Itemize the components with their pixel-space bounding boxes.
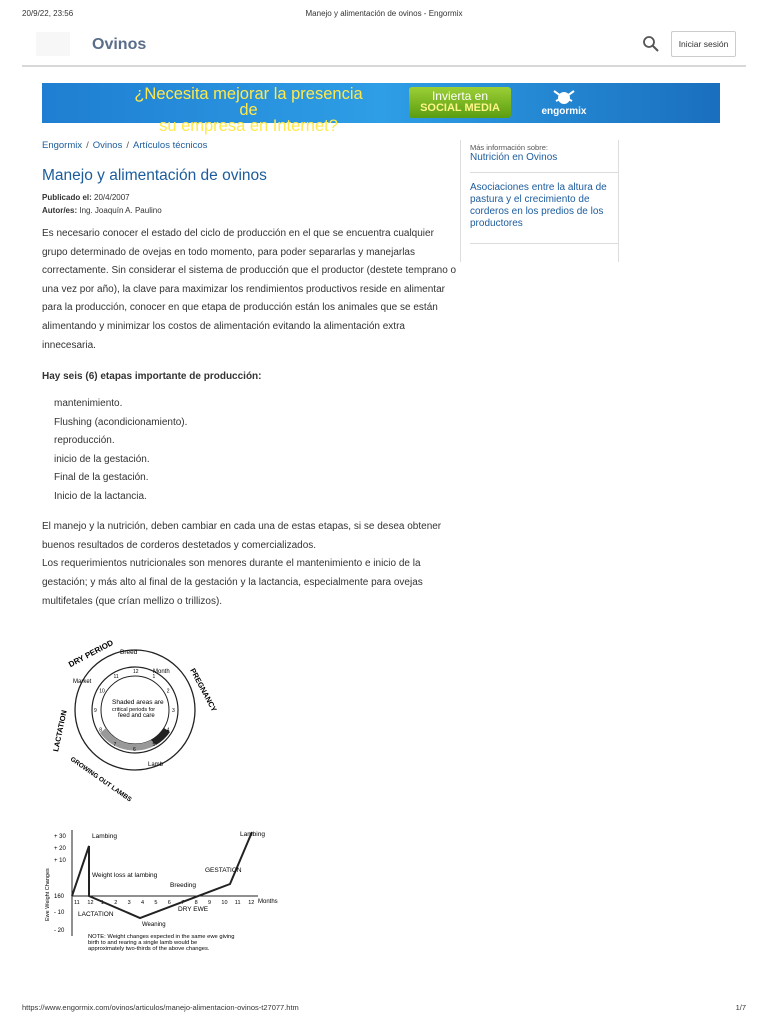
sidebar — [460, 140, 619, 262]
print-page-title: Manejo y alimentación de ovinos - Engormix — [305, 9, 463, 18]
breadcrumb: Engormix / Ovinos / Artículos técnicos — [42, 140, 208, 151]
center-label: Shaded areas are — [112, 699, 164, 706]
y-tick-label: - 20 — [54, 928, 65, 934]
note-line: approximately two-thirds of the above changes. — [88, 946, 210, 952]
x-tick-label: 8 — [194, 900, 198, 906]
engormix-logo-icon — [534, 87, 594, 107]
note-line: NOTE: Weight changes expected in the same ewe giving — [88, 934, 235, 940]
banner-cta: Invierta en SOCIAL MEDIA — [409, 87, 511, 118]
weaning-label: Weaning — [142, 922, 166, 928]
login-button[interactable]: Iniciar sesión — [671, 31, 736, 57]
x-tick-label: 1 — [100, 900, 104, 906]
x-tick-label: 11 — [74, 900, 80, 906]
x-tick-label: 7 — [181, 900, 185, 906]
dry-ewe-label: DRY EWE — [178, 906, 209, 913]
list-item: Inicio de la lactancia. — [54, 490, 147, 502]
x-unit-label: Months — [258, 899, 278, 905]
growing-label: GROWING OUT LAMBS — [68, 755, 133, 804]
list-item: mantenimiento. — [54, 398, 123, 410]
related-article-link[interactable]: Asociaciones entre la altura de pastura y el crecimiento de corderos en los predios de los productores — [470, 182, 607, 229]
stages-heading: Hay seis (6) etapas importante de producción: — [42, 371, 262, 383]
pregnancy-label: PREGNANCY — [188, 666, 219, 714]
month-label: Month — [153, 669, 170, 675]
author-line: Autor/es: Ing. Joaquín A. Paulino — [42, 206, 162, 215]
x-tick-label: 9 — [208, 900, 212, 906]
article-intro: Es necesario conocer el estado del ciclo de producción en el que se encuentra cualquier grupo determinado de ovejas en todo momento, para poder separarlas y manejarlas correctamente. Sin considerar el sistema de producción que el productor (destete temprano o una vez por año), la clave para maximizar los rendimientos productivos reside en alimentar para la producción, conocer en que etapa de producción están los animales que se están alimentando y minimizar los costos de alimentación evitando la alimentación extra innecesaria. — [42, 228, 457, 351]
published-line: Publicado el: 20/4/2007 — [42, 193, 130, 202]
lamb-label: Lamb — [148, 762, 164, 768]
print-datetime: 20/9/22, 23:56 — [22, 9, 74, 18]
engormix-logo: engormix — [534, 87, 594, 119]
lactation-label: LACTATION — [78, 911, 114, 918]
list-item: inicio de la gestación. — [54, 453, 150, 465]
article-paragraph: El manejo y la nutrición, deben cambiar en cada una de estas etapas, si se desea obtener buenos resultados de corderos destetados y comercializados. — [42, 521, 442, 551]
banner-headline: ¿Necesita mejorar la presencia de su empresa en Internet? — [134, 85, 363, 135]
stages-list — [42, 395, 460, 506]
production-cycle-diagram — [40, 632, 220, 804]
gestation-label: GESTATION — [205, 867, 242, 874]
page-url: https://www.engormix.com/ovinos/articulos/manejo-alimentacion-ovinos-t27077.htm — [22, 1003, 299, 1012]
lambing-label: Lambing — [240, 831, 265, 838]
x-tick-label: 6 — [167, 900, 171, 906]
print-footer — [22, 1003, 746, 1012]
x-tick-label: 3 — [127, 900, 131, 906]
article-paragraph: Los requerimientos nutricionales son menores durante el mantenimiento e inicio de la gestación; y más alto al final de la gestación y la lactancia, especialmente para ovejas multifetales (que crían mellizo o trillizos). — [42, 558, 423, 607]
weight-loss-label: Weight loss at lambing — [92, 872, 158, 879]
lactation-label: LACTATION — [51, 709, 69, 753]
print-header — [22, 9, 746, 21]
lambing-label: Lambing — [92, 833, 117, 840]
site-logo[interactable] — [36, 32, 70, 56]
note-line: birth to and rearing a single lamb would be — [88, 940, 198, 946]
dry-period-label: DRY PERIOD — [67, 638, 115, 670]
list-item: Flushing (acondicionamiento). — [54, 416, 188, 428]
page-number: 1/7 — [735, 1003, 746, 1012]
section-title[interactable]: Ovinos — [92, 36, 147, 53]
month-number: 9 — [94, 708, 97, 714]
month-number: 10 — [99, 688, 105, 695]
month-number: 1 — [152, 674, 156, 681]
x-tick-label: 12 — [248, 900, 255, 906]
month-number: 11 — [113, 674, 119, 681]
x-tick-label: 12 — [87, 900, 94, 906]
month-number: 4 — [166, 727, 170, 734]
month-number: 7 — [113, 741, 117, 748]
month-number: 12 — [133, 669, 139, 675]
x-tick-label: 4 — [141, 900, 145, 906]
divider — [470, 172, 618, 173]
market-label: Market — [73, 679, 92, 685]
month-number: 2 — [166, 688, 170, 695]
breed-label: Breed — [120, 649, 138, 656]
top-navbar — [22, 28, 746, 67]
month-number: 6 — [133, 747, 136, 753]
month-number: 5 — [152, 741, 156, 748]
topic-link[interactable]: Nutrición en Ovinos — [470, 152, 558, 163]
search-icon[interactable] — [642, 35, 660, 53]
y-tick-label: - 10 — [54, 910, 65, 916]
center-label: critical periods for — [112, 707, 156, 713]
weight-change-chart — [40, 826, 285, 956]
y-axis-label: Ewe Weight Changes — [45, 868, 51, 921]
x-tick-label: 11 — [234, 900, 241, 906]
article-title: Manejo y alimentación de ovinos — [42, 167, 267, 184]
month-number: 8 — [99, 727, 102, 734]
y-tick-label: + 10 — [54, 858, 66, 864]
breadcrumb-ovinos[interactable]: Ovinos — [92, 140, 123, 151]
center-label: feed and care — [118, 713, 155, 719]
y-tick-label: 160 — [54, 894, 65, 900]
y-tick-label: + 30 — [54, 834, 66, 840]
breadcrumb-engormix[interactable]: Engormix — [42, 140, 83, 151]
divider — [470, 243, 618, 244]
x-tick-label: 10 — [221, 900, 228, 906]
list-item: reproducción. — [54, 435, 115, 447]
x-tick-label: 5 — [154, 900, 158, 906]
y-tick-label: + 20 — [54, 846, 66, 852]
list-item: Final de la gestación. — [54, 472, 149, 484]
more-info-label: Más información sobre: — [470, 143, 548, 152]
ad-banner[interactable] — [42, 83, 720, 135]
x-tick-label: 2 — [114, 900, 118, 906]
breadcrumb-articulos[interactable]: Artículos técnicos — [132, 140, 208, 151]
breeding-label: Breeding — [170, 882, 197, 889]
article — [42, 165, 460, 611]
month-number: 3 — [172, 708, 175, 714]
